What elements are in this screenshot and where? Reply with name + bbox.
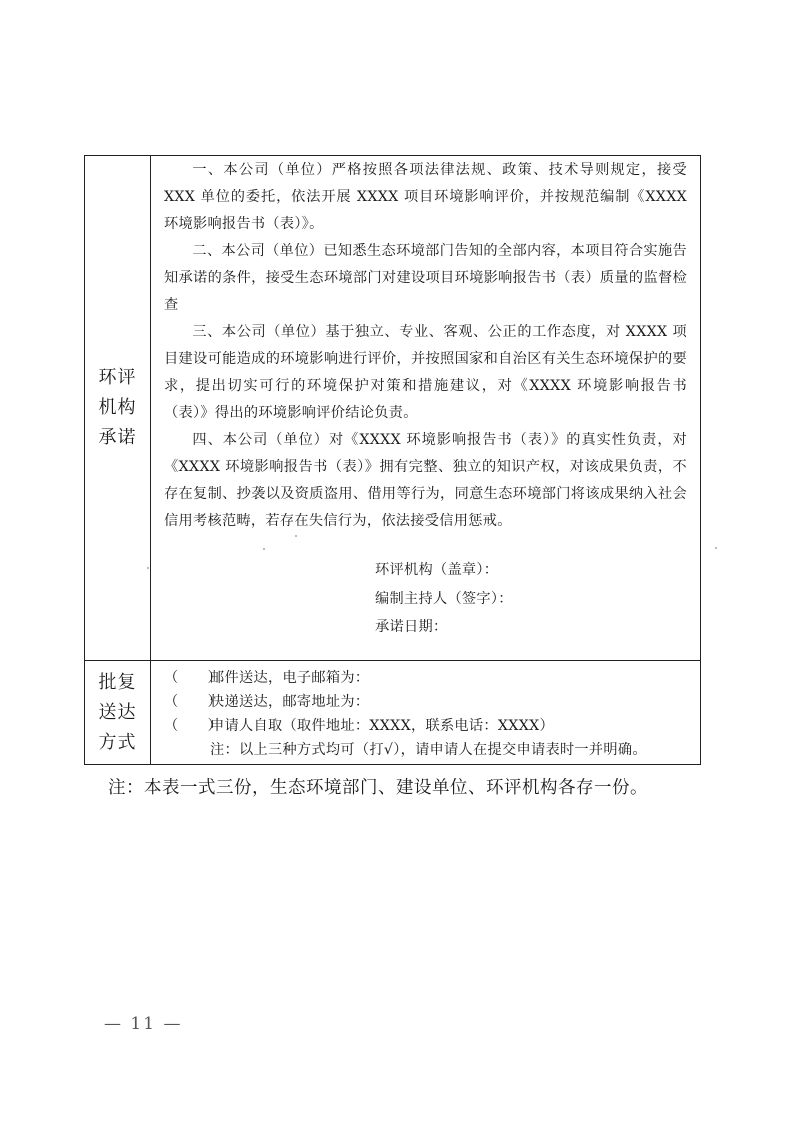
delivery-label: 批复 送达 方式 xyxy=(98,671,137,753)
delivery-option-pickup[interactable] xyxy=(164,714,687,738)
delivery-note: 注：以上三种方式均可（打√），请申请人在提交申请表时一并明确。 xyxy=(210,742,647,758)
commitment-label-cell xyxy=(85,156,151,660)
delivery-option-express[interactable] xyxy=(164,690,687,714)
option-checkbox[interactable]: （ ） xyxy=(164,718,222,734)
commitment-label: 环评 机构 承诺 xyxy=(98,367,137,448)
commitment-date-line: 承诺日期： xyxy=(375,619,448,635)
delivery-row xyxy=(85,661,700,764)
agency-seal-line: 环评机构（盖章）： xyxy=(375,562,499,578)
host-signature-line: 编制主持人（签字）： xyxy=(375,590,513,607)
option-label: 快递送达，邮寄地址为： xyxy=(210,694,370,710)
scan-speck xyxy=(147,567,149,569)
signature-block xyxy=(375,556,513,642)
commitment-paragraph-2: 二、本公司（单位）已知悉生态环境部门告知的全部内容，本项目符合实施告知承诺的条件，接受生态环境部门对建设项目环境影响报告书（表）质量的监督检查 xyxy=(164,243,687,313)
delivery-content-cell xyxy=(151,661,700,764)
page-number: — 11 — xyxy=(104,1014,183,1034)
delivery-option-email[interactable] xyxy=(164,666,687,690)
option-label: 申请人自取（取件地址：XXXX，联系电话：XXXX） xyxy=(210,718,554,734)
scan-speck xyxy=(715,547,717,549)
commitment-row xyxy=(85,156,700,661)
scan-speck xyxy=(263,548,265,550)
option-label: 邮件送达，电子邮箱为： xyxy=(210,670,370,686)
delivery-label-cell xyxy=(85,661,151,764)
form-footnote: 注：本表一式三份，生态环境部门、建设单位、环评机构各存一份。 xyxy=(108,778,648,798)
scan-speck xyxy=(295,535,297,537)
commitment-content-cell xyxy=(151,156,700,660)
option-checkbox[interactable]: （ ） xyxy=(164,694,222,710)
commitment-paragraph-3: 三、本公司（单位）基于独立、专业、客观、公正的工作态度，对 XXXX 项目建设可能造成的环境影响进行评价，并按照国家和自治区有关生态环境保护的要求，提出切实可行的环境保护对策和措施建议，对《XXXX 环境影响报告书（表）》得出的环境影响评价结论负责。 xyxy=(164,324,687,421)
commitment-paragraph-1: 一、本公司（单位）严格按照各项法律法规、政策、技术导则规定，接受 XXX 单位的委托，依法开展 XXXX 项目环境影响评价，并按规范编制《XXXX 环境影响报告书（表）》。 xyxy=(164,162,687,232)
commitment-form-table xyxy=(84,155,701,765)
commitment-paragraph-4: 四、本公司（单位）对《XXXX 环境影响报告书（表）》的真实性负责，对《XXXX 环境影响报告书（表）》拥有完整、独立的知识产权，对该成果负责，不存在复制、抄袭以及资质盗用、借用等行为，同意生态环境部门将该成果纳入社会信用考核范畴，若存在失信行为，依法接受信用惩戒。 xyxy=(164,432,687,529)
option-checkbox[interactable]: （ ） xyxy=(164,670,222,686)
